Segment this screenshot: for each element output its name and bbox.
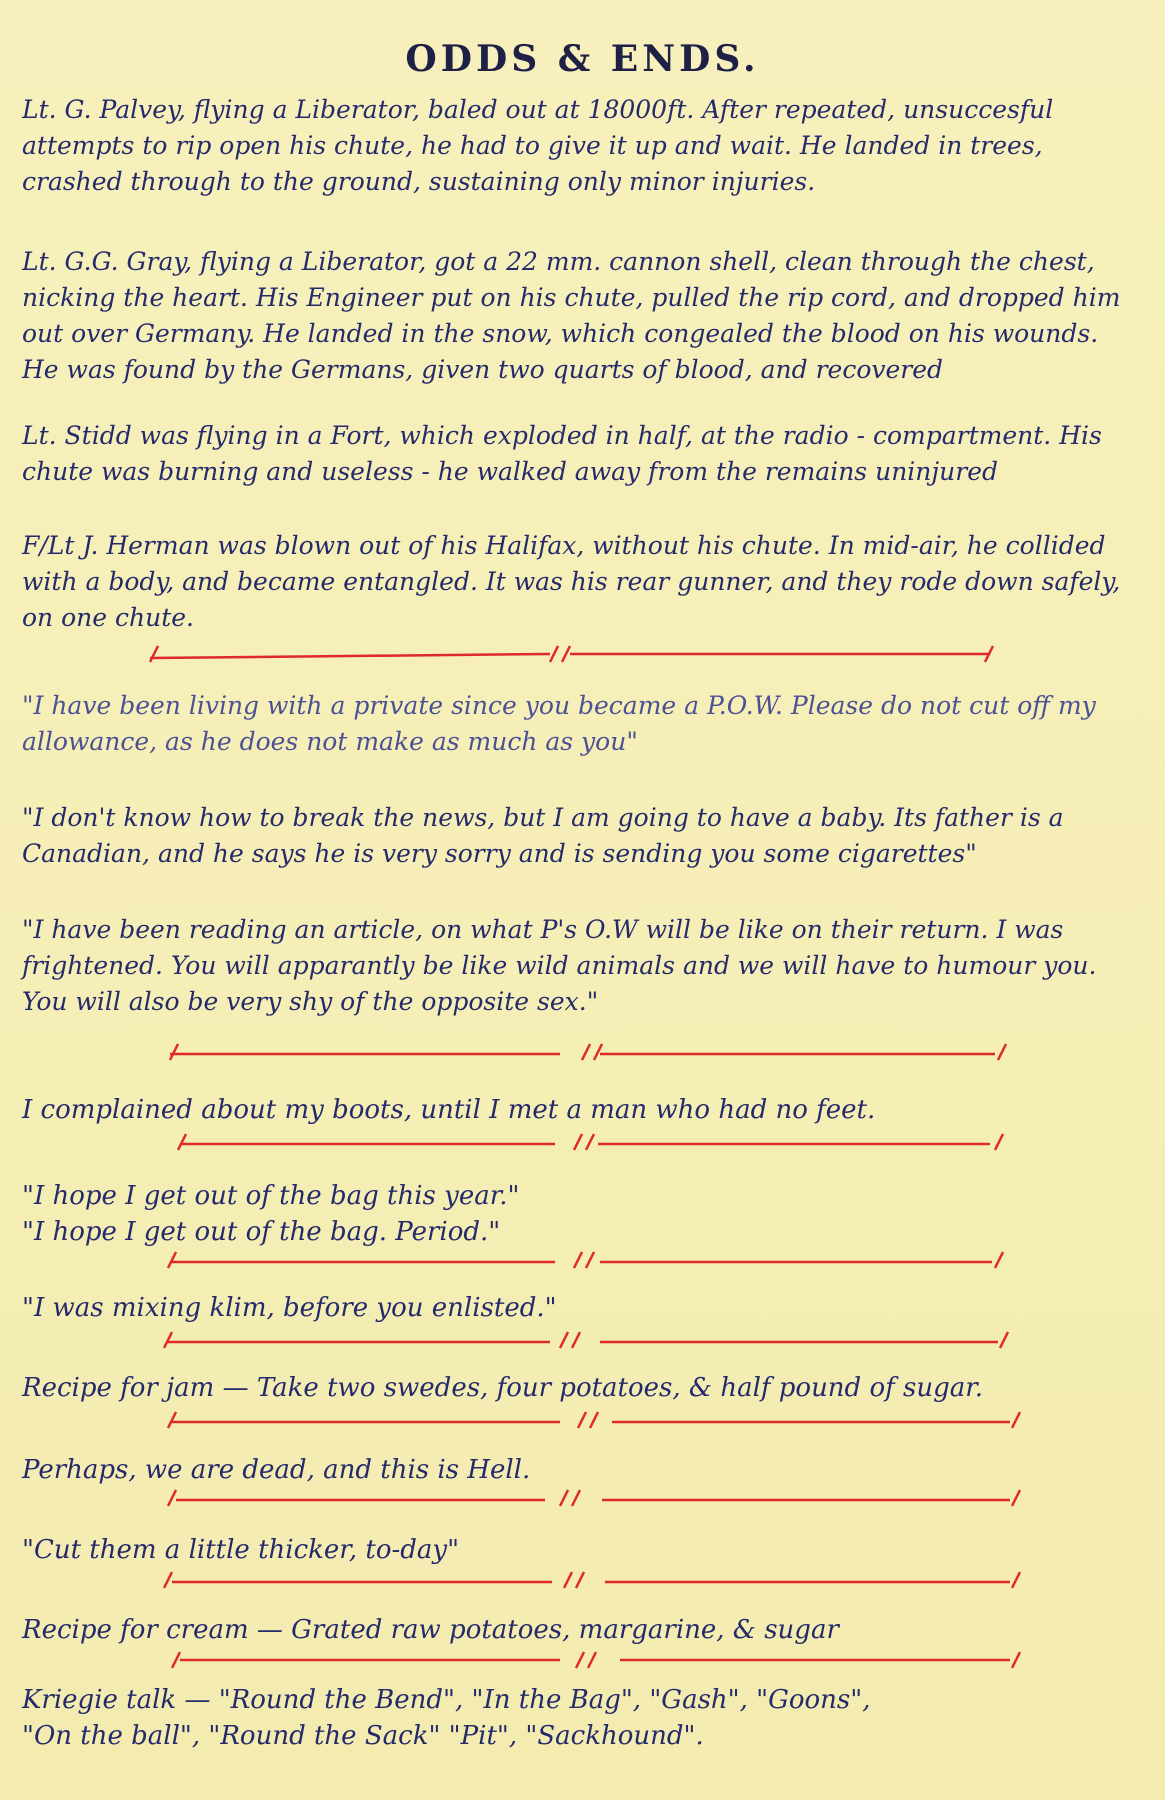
saying-recipe-cream: Recipe for cream — Grated raw potatoes, margarine, & sugar	[22, 1615, 839, 1645]
section-divider	[0, 1128, 1165, 1152]
section-divider	[0, 1038, 1165, 1062]
section-divider	[0, 1326, 1165, 1350]
section-divider	[0, 640, 1165, 664]
section-divider	[0, 1566, 1165, 1590]
story-palvey: Lt. G. Palvey, flying a Liberator, baled out at 18000ft. After repeated, unsuccesful attempts to rip open his chute, he had to give it up and wait. He landed in trees, crashed through to the ground, sustaining only minor injuries.	[22, 95, 1054, 196]
saying-bag-year: "I hope I get out of the bag this year."	[22, 1181, 520, 1211]
saying-hell: Perhaps, we are dead, and this is Hell.	[22, 1455, 531, 1485]
saying-kriegie-talk-1: Kriegie talk — "Round the Bend", "In the Bag", "Gash", "Goons",	[22, 1685, 871, 1715]
page-title: ODDS & ENDS.	[405, 38, 760, 80]
letter-baby: "I don't know how to break the news, but I am going to have a baby. Its father is a Canadian, and he says he is very sorry and is sending you some cigarettes"	[22, 803, 1064, 868]
section-divider	[0, 1406, 1165, 1430]
story-stidd: Lt. Stidd was flying in a Fort, which exploded in half, at the radio - compartment. His chute was burning and useless - he walked away from the remains uninjured	[22, 421, 1102, 486]
section-divider	[0, 1484, 1165, 1508]
story-herman: F/Lt J. Herman was blown out of his Halifax, without his chute. In mid-air, he collided with a body, and became entangled. It was his rear gunner, and they rode down safely, on one chute.	[22, 531, 1121, 632]
saying-boots: I complained about my boots, until I met a man who had no feet.	[22, 1095, 876, 1125]
saying-kriegie-talk-2: "On the ball", "Round the Sack" "Pit", "Sackhound".	[22, 1721, 704, 1751]
story-gray: Lt. G.G. Gray, flying a Liberator, got a 22 mm. cannon shell, clean through the chest, nicking the heart. His Engineer put on his chute, pulled the rip cord, and dropped him out over Germany. He landed in the snow, which congealed the blood on his wounds. He was found by the Germans, given two quarts of blood, and recovered	[22, 247, 1121, 384]
saying-bag-period: "I hope I get out of the bag. Period."	[22, 1217, 501, 1247]
section-divider	[0, 1246, 1165, 1270]
saying-recipe-jam: Recipe for jam — Take two swedes, four potatoes, & half pound of sugar.	[22, 1373, 984, 1403]
saying-thicker: "Cut them a little thicker, to-day"	[22, 1535, 460, 1565]
letter-article: "I have been reading an article, on what P's O.W will be like on their return. I was frightened. You will apparantly be like wild animals and we will have to humour you. You will also be very shy of the opposite sex."	[22, 915, 1097, 1016]
section-divider	[0, 1646, 1165, 1670]
letter-private: "I have been living with a private since you became a P.O.W. Please do not cut off my allowance, as he does not make as much as you"	[22, 691, 1096, 756]
saying-klim: "I was mixing klim, before you enlisted."	[22, 1293, 557, 1323]
